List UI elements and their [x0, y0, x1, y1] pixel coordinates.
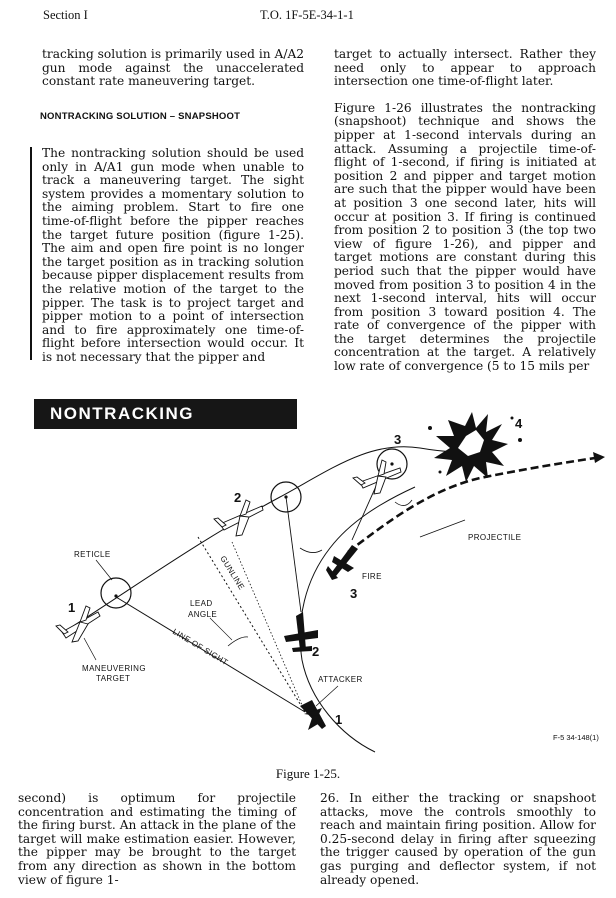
attacker-number-2: 2 — [312, 644, 320, 659]
reticle-circle-1 — [101, 578, 131, 608]
line-of-sight-label: LINE OF SIGHT — [170, 626, 230, 668]
attacker-aircraft-3 — [326, 545, 358, 580]
figure-banner: NONTRACKING SOLUTION — [34, 399, 297, 429]
document-number: T.O. 1F-5E-34-1-1 — [260, 8, 354, 22]
attacker-number-1: 1 — [335, 712, 343, 727]
section-label: Section I — [43, 8, 88, 22]
maneuvering-label-2: TARGET — [96, 674, 131, 683]
figure-code: F-5 34-148(1) — [553, 733, 599, 742]
position-number-3: 3 — [394, 432, 402, 447]
position-number-4: 4 — [515, 416, 523, 431]
paragraph: target to actually intersect. Rather they need only to appear to approach intersection one time-of-flight later. — [334, 47, 596, 89]
attacker-label: ATTACKER — [318, 675, 363, 684]
bottom-right-text — [320, 792, 596, 887]
figure-caption: Figure 1-25. — [275, 766, 341, 781]
attacker-number-3: 3 — [350, 586, 358, 601]
lead-label-2: ANGLE — [188, 610, 218, 619]
paragraph: tracking solution is primarily used in A/A2 gun mode against the unaccelerated constant rate maneuvering target. — [42, 47, 304, 89]
maneuvering-label-1: MANEUVERING — [82, 664, 146, 673]
paragraph: second) is optimum for projectile concentration and estimating the timing of the firing burst. An attack in the plane of the target will make estimation easier. However, the pipper may be brought to the target from any direction as shown in the bottom view of figure 1- — [18, 791, 296, 887]
projectile-arrowhead — [593, 452, 605, 463]
target-flight-path — [70, 447, 490, 628]
position-number-2: 2 — [234, 490, 242, 505]
attacker-aircraft-1 — [300, 700, 326, 730]
fire-label: FIRE — [362, 572, 382, 581]
projectile-label: PROJECTILE — [468, 533, 522, 542]
target-aircraft-1 — [56, 606, 100, 642]
gunline-label: GUNLINE — [218, 554, 247, 592]
position-number-1: 1 — [68, 600, 76, 615]
paragraph: 26. In either the tracking or snapshoot attacks, move the controls smoothly to reach and maintain firing position. Allow for 0.25-second delay in firing after squeezing the trigger caused by operation of the gun gas purging and deflector system, if not already opened. — [320, 791, 596, 887]
paragraph: The nontracking solution should be used only in A/A1 gun mode when unable to track a maneuvering target. The sight system provides a momentary solution to the aiming problem. Start to fire one time-of-flight before the pipper reaches the target future position (figure 1-25). The aim and open fire point is no longer the target position as in tracking solution because pipper displacement results from the relative motion of the target to the pipper. The task is to project target and pipper motion to a point of intersection and to fire approximately one time-of-flight before intersection would occur. It is not necessary that the pipper and — [42, 146, 304, 364]
subheading: NONTRACKING SOLUTION – SNAPSHOOT — [40, 111, 241, 122]
paragraph: Figure 1-26 illustrates the nontracking (snapshoot) technique and shows the pipper at 1-second intervals during an attack. Assuming a projectile time-of-flight of 1-second, if firing is initiated at position 2 and pipper and target motion are such that the pipper would have been at position 3 one second later, hits will occur at position 3. If firing is continued from position 2 to position 3 (the top two view of figure 1-26), and pipper and target motions are constant during this period such that the pipper would have moved from position 3 to position 4 in the next 1-second interval, hits will occur from position 3 toward position 4. The rate of convergence of the pipper with the target determines the projectile concentration at the target. A relatively low rate of convergence (5 to 15 mils per — [334, 100, 596, 374]
reticle-label: RETICLE — [74, 550, 111, 559]
gunline — [198, 537, 305, 712]
lead-label-1: LEAD — [190, 599, 213, 608]
bottom-left-text — [18, 792, 296, 887]
